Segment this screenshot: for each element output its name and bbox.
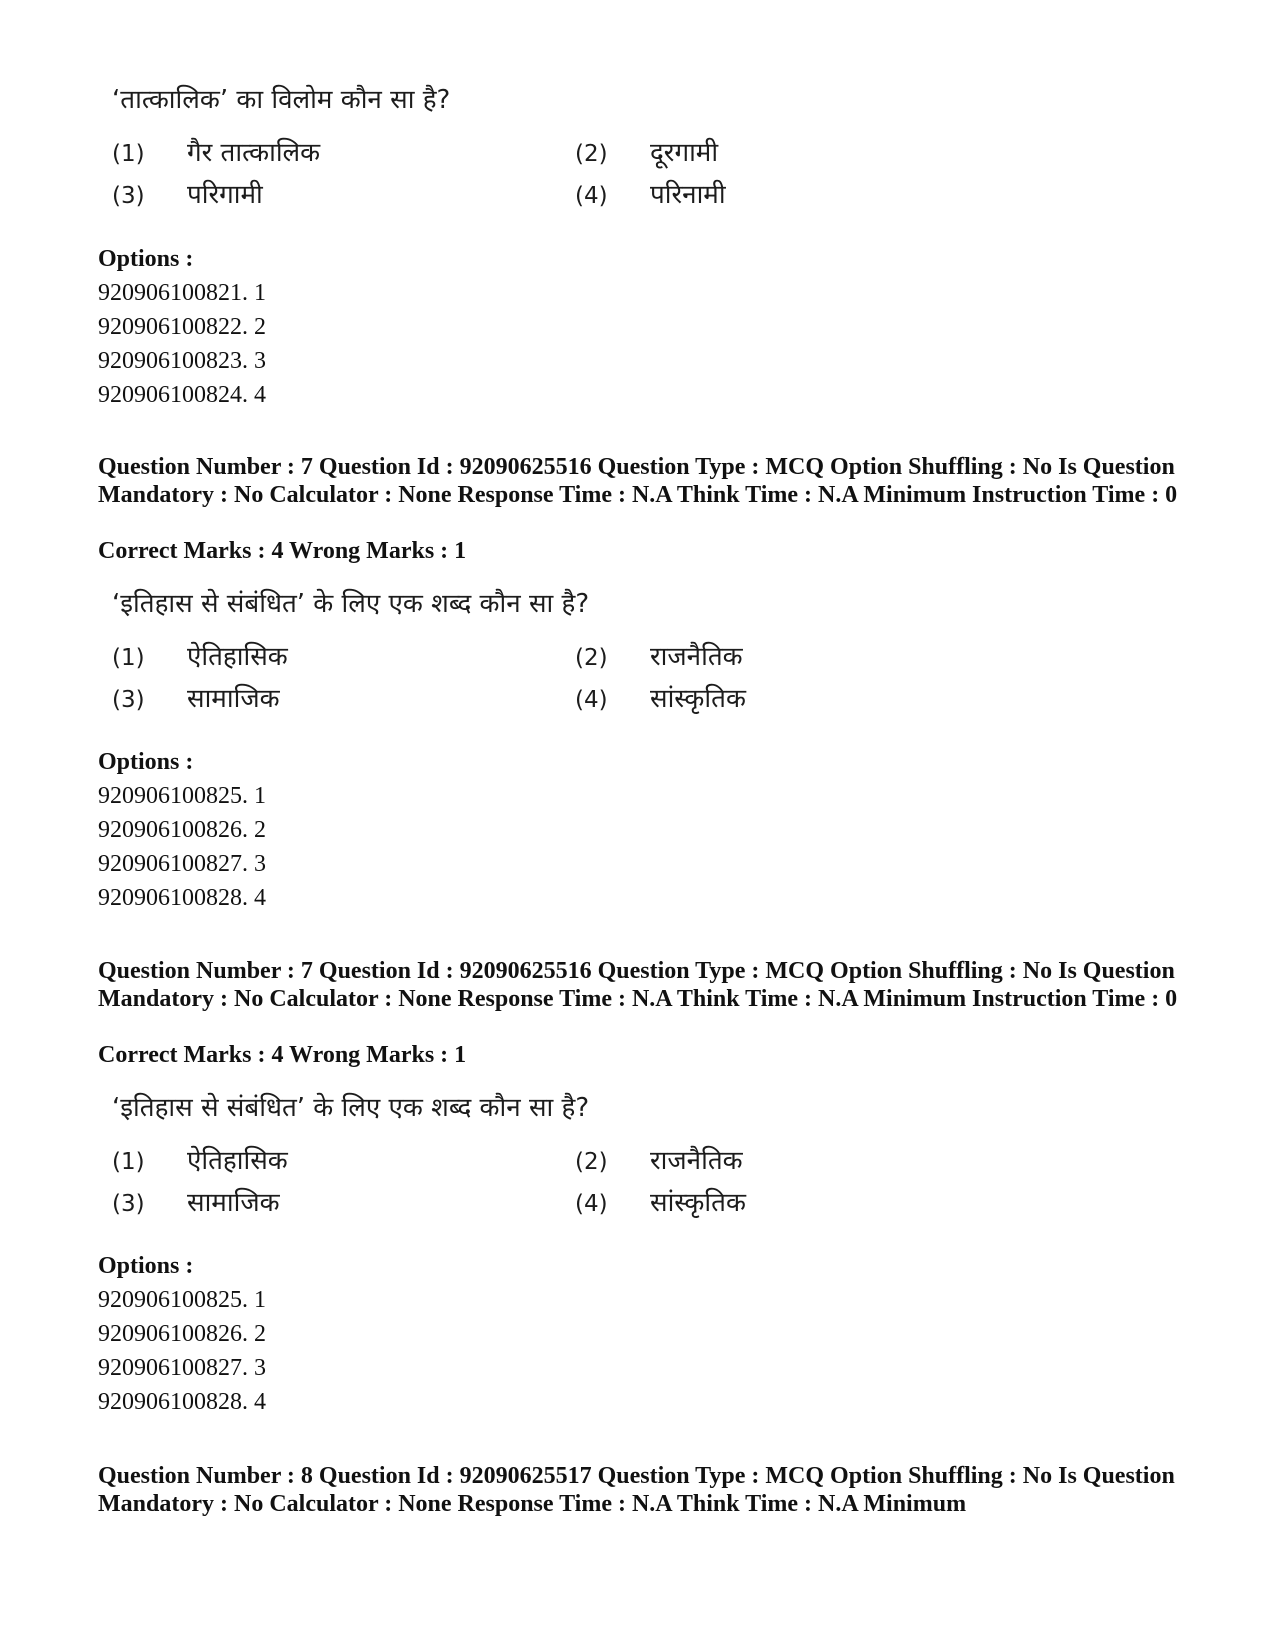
option-id: 920906100825. 1: [98, 783, 266, 809]
choice-3: [112, 1183, 280, 1219]
choice-4: [575, 679, 746, 715]
option-id: 920906100828. 4: [98, 885, 266, 911]
options-heading: Options :: [98, 749, 194, 775]
choice-number: (1): [112, 141, 145, 167]
option-id-list: [98, 1283, 266, 1419]
question-text: ‘तात्कालिक’ का विलोम कौन सा है?: [112, 85, 451, 115]
choice-text: सांस्कृतिक: [650, 1188, 746, 1218]
choice-2: [575, 1141, 743, 1177]
choice-4: [575, 175, 726, 211]
choice-1: [112, 637, 288, 673]
choice-text: दूरगामी: [650, 138, 719, 168]
option-id-list: [98, 276, 266, 412]
choice-2: [575, 133, 718, 169]
choice-number: (1): [112, 645, 145, 671]
question-meta: Question Number : 8 Question Id : 92090625517 Question Type : MCQ Option Shuffling : No Is Question Mandatory : No Calculator : None Response Time : N.A Think Time : N.A Minimum: [98, 1463, 1175, 1517]
option-id: 920906100822. 2: [98, 314, 266, 340]
marks-line: Correct Marks : 4 Wrong Marks : 1: [98, 1042, 467, 1068]
question-meta: Question Number : 7 Question Id : 92090625516 Question Type : MCQ Option Shuffling : No Is Question Mandatory : No Calculator : None Response Time : N.A Think Time : N.A Minimum Instruction Time : 0: [98, 958, 1178, 1012]
options-heading: Options :: [98, 246, 194, 272]
option-id: 920906100821. 1: [98, 280, 266, 306]
question-meta: Question Number : 7 Question Id : 92090625516 Question Type : MCQ Option Shuffling : No Is Question Mandatory : No Calculator : None Response Time : N.A Think Time : N.A Minimum Instruction Time : 0: [98, 454, 1178, 508]
choice-number: (3): [112, 1191, 145, 1217]
choice-3: [112, 679, 280, 715]
option-id-list: [98, 779, 266, 915]
choice-number: (3): [112, 687, 145, 713]
option-id: 920906100827. 3: [98, 851, 266, 877]
question-text: ‘इतिहास से संबंधित’ के लिए एक शब्द कौन सा है?: [112, 589, 590, 619]
choice-text: गैर तात्कालिक: [187, 138, 321, 168]
choice-number: (4): [575, 687, 608, 713]
choice-text: राजनैतिक: [650, 1146, 743, 1176]
choice-1: [112, 133, 320, 169]
choice-number: (1): [112, 1149, 145, 1175]
option-id: 920906100826. 2: [98, 817, 266, 843]
choice-number: (2): [575, 1149, 608, 1175]
choice-1: [112, 1141, 288, 1177]
question-text: ‘इतिहास से संबंधित’ के लिए एक शब्द कौन सा है?: [112, 1093, 590, 1123]
choice-text: परिनामी: [650, 180, 726, 210]
choice-number: (4): [575, 1191, 608, 1217]
option-id: 920906100825. 1: [98, 1287, 266, 1313]
option-id: 920906100827. 3: [98, 1355, 266, 1381]
option-id: 920906100823. 3: [98, 348, 266, 374]
option-id: 920906100824. 4: [98, 382, 266, 408]
choice-2: [575, 637, 743, 673]
choice-text: राजनैतिक: [650, 642, 743, 672]
choice-3: [112, 175, 263, 211]
choice-text: परिगामी: [187, 180, 263, 210]
choice-number: (2): [575, 645, 608, 671]
choice-text: ऐतिहासिक: [187, 642, 288, 672]
option-id: 920906100828. 4: [98, 1389, 266, 1415]
choice-text: सामाजिक: [187, 1188, 280, 1218]
choice-number: (2): [575, 141, 608, 167]
option-id: 920906100826. 2: [98, 1321, 266, 1347]
choice-text: सांस्कृतिक: [650, 684, 746, 714]
choice-number: (4): [575, 183, 608, 209]
choice-text: ऐतिहासिक: [187, 1146, 288, 1176]
choice-4: [575, 1183, 746, 1219]
options-heading: Options :: [98, 1253, 194, 1279]
marks-line: Correct Marks : 4 Wrong Marks : 1: [98, 538, 467, 564]
choice-number: (3): [112, 183, 145, 209]
choice-text: सामाजिक: [187, 684, 280, 714]
